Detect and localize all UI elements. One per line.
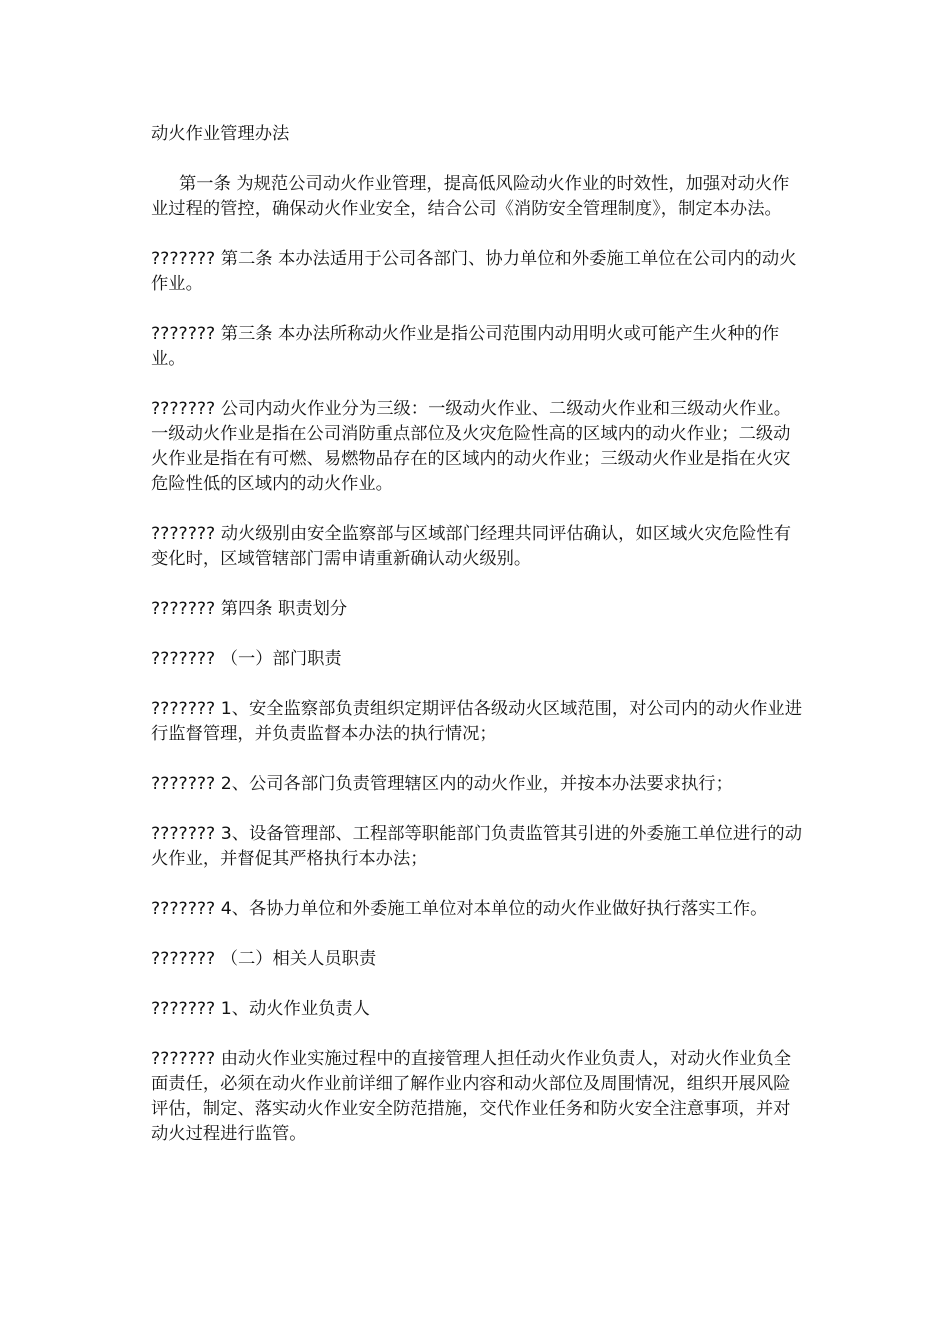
- article-4-heading: ??????? 第四条 职责划分: [151, 599, 348, 619]
- personnel-duties-heading: ??????? （二）相关人员职责: [151, 949, 377, 969]
- document-page: [151, 122, 803, 1147]
- department-duty-item-1: ??????? 1、安全监察部负责组织定期评估各级动火区域范围，对公司内的动火作业进行监督管理，并负责监督本办法的执行情况；: [151, 699, 802, 744]
- department-duty-item-4: ??????? 4、各协力单位和外委施工单位对本单位的动火作业做好执行落实工作。: [151, 899, 768, 919]
- fire-work-supervisor-paragraph: ??????? 由动火作业实施过程中的直接管理人担任动火作业负责人，对动火作业负全面责任，必须在动火作业前详细了解作业内容和动火部位及周围情况，组织开展风险评估，制定、落实动火作业安全防范措施，交代作业任务和防火安全注意事项，并对动火过程进行监管。: [151, 1049, 791, 1144]
- department-duty-item-2: ??????? 2、公司各部门负责管理辖区内的动火作业，并按本办法要求执行；: [151, 774, 733, 794]
- fire-level-assessment-paragraph: ??????? 动火级别由安全监察部与区域部门经理共同评估确认，如区域火灾危险性有变化时，区域管辖部门需申请重新确认动火级别。: [151, 524, 791, 569]
- article-1-paragraph: 第一条 为规范公司动火作业管理，提高低风险动火作业的时效性，加强对动火作业过程的管控，确保动火作业安全，结合公司《消防安全管理制度》，制定本办法。: [151, 174, 790, 219]
- fire-work-levels-paragraph: ??????? 公司内动火作业分为三级：一级动火作业、二级动火作业和三级动火作业。一级动火作业是指在公司消防重点部位及火灾危险性高的区域内的动火作业；二级动火作业是指在有可燃、易燃物品存在的区域内的动火作业；三级动火作业是指在火灾危险性低的区域内的动火作业。: [151, 399, 791, 494]
- document-title: 动火作业管理办法: [151, 124, 290, 144]
- fire-work-supervisor-heading: ??????? 1、动火作业负责人: [151, 999, 370, 1019]
- department-duties-heading: ??????? （一）部门职责: [151, 649, 342, 669]
- article-3-paragraph: ??????? 第三条 本办法所称动火作业是指公司范围内动用明火或可能产生火种的作业。: [151, 324, 780, 369]
- article-2-paragraph: ??????? 第二条 本办法适用于公司各部门、协力单位和外委施工单位在公司内的动火作业。: [151, 249, 797, 294]
- department-duty-item-3: ??????? 3、设备管理部、工程部等职能部门负责监管其引进的外委施工单位进行的动火作业，并督促其严格执行本办法；: [151, 824, 802, 869]
